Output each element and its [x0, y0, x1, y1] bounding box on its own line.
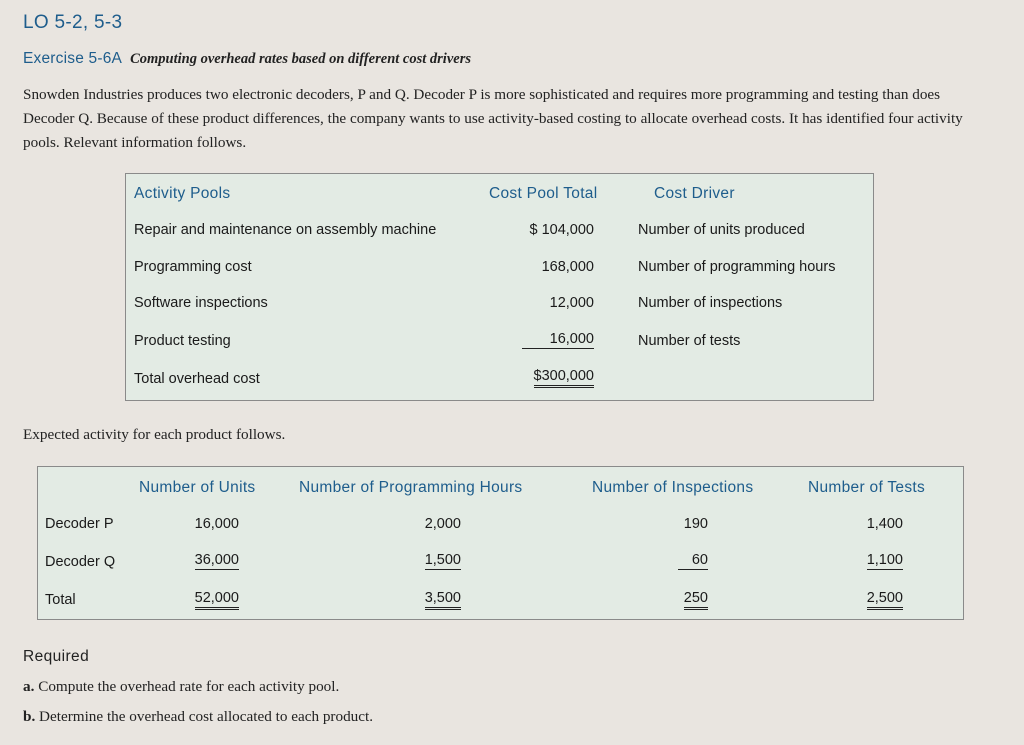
header-inspections: Number of Inspections — [592, 479, 754, 496]
pool-total: $ 104,000 — [529, 222, 594, 238]
header-cost-driver: Cost Driver — [654, 185, 735, 202]
hours-value: 1,500 — [424, 552, 461, 568]
tests-value: 1,100 — [866, 552, 903, 568]
pool-name: Product testing — [134, 333, 231, 349]
total-overhead-amount: $300,000 — [534, 368, 594, 388]
intro-paragraph: Snowden Industries produces two electronic decoders, P and Q. Decoder P is more sophisticated and requires more programming and testing than does Decoder Q. Because of these product differences, the company wants to use activity-based costing to allocate overhead costs. It has identified four activity pools. Relevant information follows. — [23, 86, 963, 151]
item-text: Determine the overhead cost allocated to each product. — [39, 708, 374, 725]
required-heading: Required — [23, 648, 90, 665]
units-value: 16,000 — [194, 516, 239, 532]
learning-objective: LO 5-2, 5-3 — [23, 12, 123, 33]
row-label-total: Total — [45, 592, 76, 608]
row-label-decoder-p: Decoder P — [45, 516, 114, 532]
header-tests: Number of Tests — [808, 479, 926, 496]
pool-total: 16,000 — [522, 331, 594, 349]
tests-value: 1,400 — [866, 516, 903, 532]
inspections-value: 190 — [683, 516, 708, 532]
exercise-title: Computing overhead rates based on different cost drivers — [130, 51, 471, 67]
item-text: Compute the overhead rate for each activity pool. — [38, 678, 340, 695]
header-cost-pool-total: Cost Pool Total — [489, 185, 598, 202]
pool-driver: Number of programming hours — [638, 259, 836, 275]
expected-activity-table — [37, 466, 964, 620]
expected-activity-text: Expected activity for each product follows. — [23, 426, 286, 443]
pool-name: Repair and maintenance on assembly machine — [134, 222, 437, 238]
row-label-decoder-q: Decoder Q — [45, 554, 116, 570]
header-activity-pools: Activity Pools — [134, 185, 231, 202]
item-label: b. — [23, 708, 36, 725]
activity-pools-table — [125, 173, 874, 401]
item-label: a. — [23, 678, 35, 695]
pool-driver: Number of inspections — [638, 295, 783, 311]
units-value: 52,000 — [195, 590, 239, 610]
header-programming-hours: Number of Programming Hours — [299, 479, 523, 496]
pool-total: 12,000 — [549, 295, 594, 311]
pool-driver: Number of units produced — [638, 222, 805, 238]
header-number-of-units: Number of Units — [139, 479, 256, 496]
hours-value: 3,500 — [425, 590, 461, 610]
units-value: 36,000 — [194, 552, 239, 568]
exercise-heading — [23, 50, 471, 68]
pool-driver: Number of tests — [638, 333, 741, 349]
required-item-a — [23, 678, 339, 696]
total-overhead-label: Total overhead cost — [134, 371, 260, 387]
inspections-value: 250 — [684, 590, 708, 610]
pool-total: 168,000 — [541, 259, 594, 275]
pool-name: Programming cost — [134, 259, 252, 275]
pool-name: Software inspections — [134, 295, 268, 311]
inspections-value: 60 — [678, 552, 708, 570]
required-item-b — [23, 708, 373, 726]
hours-value: 2,000 — [424, 516, 461, 532]
tests-value: 2,500 — [867, 590, 903, 610]
exercise-number: Exercise 5-6A — [23, 50, 123, 67]
